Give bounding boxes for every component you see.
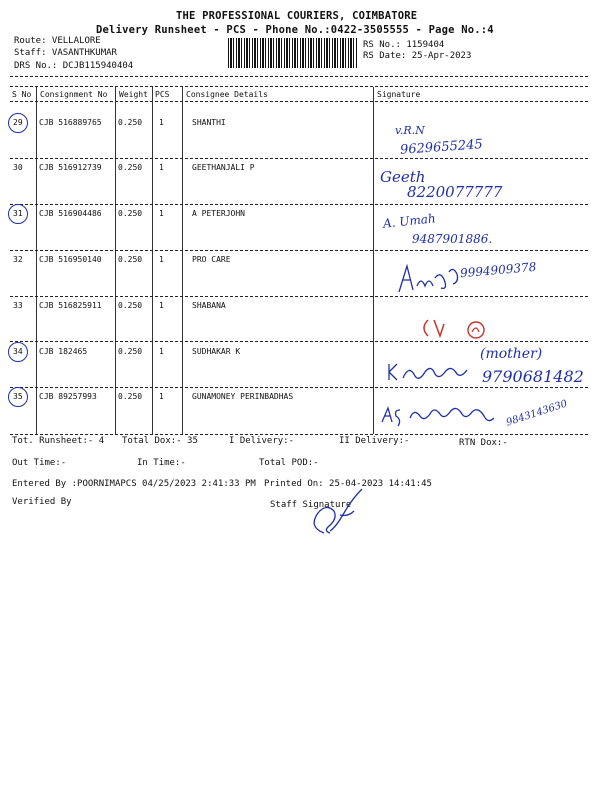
row-consignee: SHABANA: [192, 301, 226, 310]
col-header-consignee: Consignee Details: [186, 90, 268, 99]
column-rule: [152, 87, 153, 434]
row-consignment: CJB 516912739: [39, 163, 102, 172]
column-rule: [36, 87, 37, 434]
handwritten-phone: 9487901886.: [412, 232, 493, 246]
staff-signature: [300, 485, 380, 540]
row-divider: [10, 387, 588, 388]
rtn-dox: RTN Dox:-: [459, 438, 508, 448]
handwritten-phone: 9843143630: [504, 398, 569, 429]
handwritten-signature: Geeth: [380, 168, 426, 186]
row-sno: 33: [13, 301, 23, 310]
route-field: Route: VELLALORE: [14, 36, 101, 46]
row-divider: [10, 204, 588, 205]
out-time: Out Time:-: [12, 458, 67, 468]
row-divider: [10, 434, 588, 435]
staff-signature-label: Staff Signature: [270, 500, 352, 510]
column-rule: [182, 87, 183, 434]
handwritten-note: (mother): [480, 346, 543, 362]
row-divider: [10, 250, 588, 251]
row-consignment: CJB 516889765: [39, 118, 102, 127]
row-consignee: SHANTHI: [192, 118, 226, 127]
row-weight: 0.250: [118, 347, 143, 356]
staff-field: Staff: VASANTHKUMAR: [14, 48, 117, 58]
row-pcs: 1: [159, 118, 164, 127]
i-delivery: I Delivery:-: [229, 436, 295, 446]
row-consignment: CJB 182465: [39, 347, 88, 356]
row-consignee: GEETHANJALI P: [192, 163, 255, 172]
row-pcs: 1: [159, 209, 164, 218]
row-consignment: CJB 516904486: [39, 209, 102, 218]
row-divider: [10, 158, 588, 159]
row-pcs: 1: [159, 301, 164, 310]
printed-on: Printed On: 25-04-2023 14:41:45: [264, 479, 432, 489]
row-weight: 0.250: [118, 301, 143, 310]
barcode: [228, 38, 358, 68]
col-header-consignment: Consignment No: [40, 90, 108, 99]
divider: [10, 86, 588, 87]
row-weight: 0.250: [118, 255, 143, 264]
total-dox: Total Dox:- 35: [122, 436, 198, 446]
in-time: In Time:-: [137, 458, 186, 468]
row-consignment: CJB 516950140: [39, 255, 102, 264]
col-header-weight: Weight: [119, 90, 148, 99]
verified-by: Verified By: [12, 497, 72, 507]
row-sno: 29: [13, 118, 23, 127]
row-sno: 31: [13, 209, 23, 218]
handwritten-phone: 8220077777: [407, 183, 503, 201]
row-sno: 35: [13, 392, 23, 401]
row-weight: 0.250: [118, 392, 143, 401]
rs-date: RS Date: 25-Apr-2023: [363, 51, 472, 61]
handwritten-signature: [378, 400, 513, 430]
row-consignee: PRO CARE: [192, 255, 231, 264]
handwritten-note: v.R.N: [395, 124, 425, 137]
row-pcs: 1: [159, 255, 164, 264]
divider: [10, 101, 588, 102]
runsheet-subtitle: Delivery Runsheet - PCS - Phone No.:0422-3505555 - Page No.:4: [96, 24, 494, 36]
row-consignment: CJB 516825911: [39, 301, 102, 310]
handwritten-signature: A. Umah: [382, 211, 437, 231]
divider: [10, 76, 588, 77]
col-header-signature: Signature: [377, 90, 421, 99]
row-sno: 32: [13, 255, 23, 264]
row-pcs: 1: [159, 347, 164, 356]
row-circle-mark: [8, 342, 28, 362]
total-pod: Total POD:-: [259, 458, 319, 468]
row-consignment: CJB 89257993: [39, 392, 97, 401]
row-consignee: A PETERJOHN: [192, 209, 245, 218]
row-circle-mark: [8, 204, 28, 224]
row-sno: 30: [13, 163, 23, 172]
row-circle-mark: [8, 387, 28, 407]
row-weight: 0.250: [118, 163, 143, 172]
ii-delivery: II Delivery:-: [339, 436, 410, 446]
row-pcs: 1: [159, 163, 164, 172]
col-header-sno: S No: [12, 90, 32, 99]
drs-field: DRS No.: DCJB115940404: [14, 61, 134, 71]
handwritten-phone: 9629655245: [399, 137, 484, 158]
column-rule: [115, 87, 116, 434]
row-pcs: 1: [159, 392, 164, 401]
tot-runsheet: Tot. Runsheet:- 4: [12, 436, 105, 446]
row-weight: 0.250: [118, 118, 143, 127]
col-header-pcs: PCS: [155, 90, 170, 99]
row-consignee: SUDHAKAR K: [192, 347, 241, 356]
rs-number: RS No.: 1159404: [363, 40, 445, 50]
row-divider: [10, 341, 588, 342]
row-sno: 34: [13, 347, 23, 356]
entered-by: Entered By :POORNIMAPCS 04/25/2023 2:41:33 PM: [12, 479, 256, 489]
column-rule: [373, 87, 374, 434]
row-circle-mark: [8, 113, 28, 133]
row-consignee: GUNAMONEY PERINBADHAS: [192, 392, 294, 401]
handwritten-signature: [418, 316, 493, 342]
row-divider: [10, 296, 588, 297]
company-title: THE PROFESSIONAL COURIERS, COIMBATORE: [176, 10, 418, 22]
handwritten-signature: [395, 258, 465, 298]
handwritten-phone: 9790681482: [482, 367, 584, 386]
row-weight: 0.250: [118, 209, 143, 218]
handwritten-phone: 9994909378: [459, 259, 537, 281]
handwritten-signature: [385, 360, 480, 384]
